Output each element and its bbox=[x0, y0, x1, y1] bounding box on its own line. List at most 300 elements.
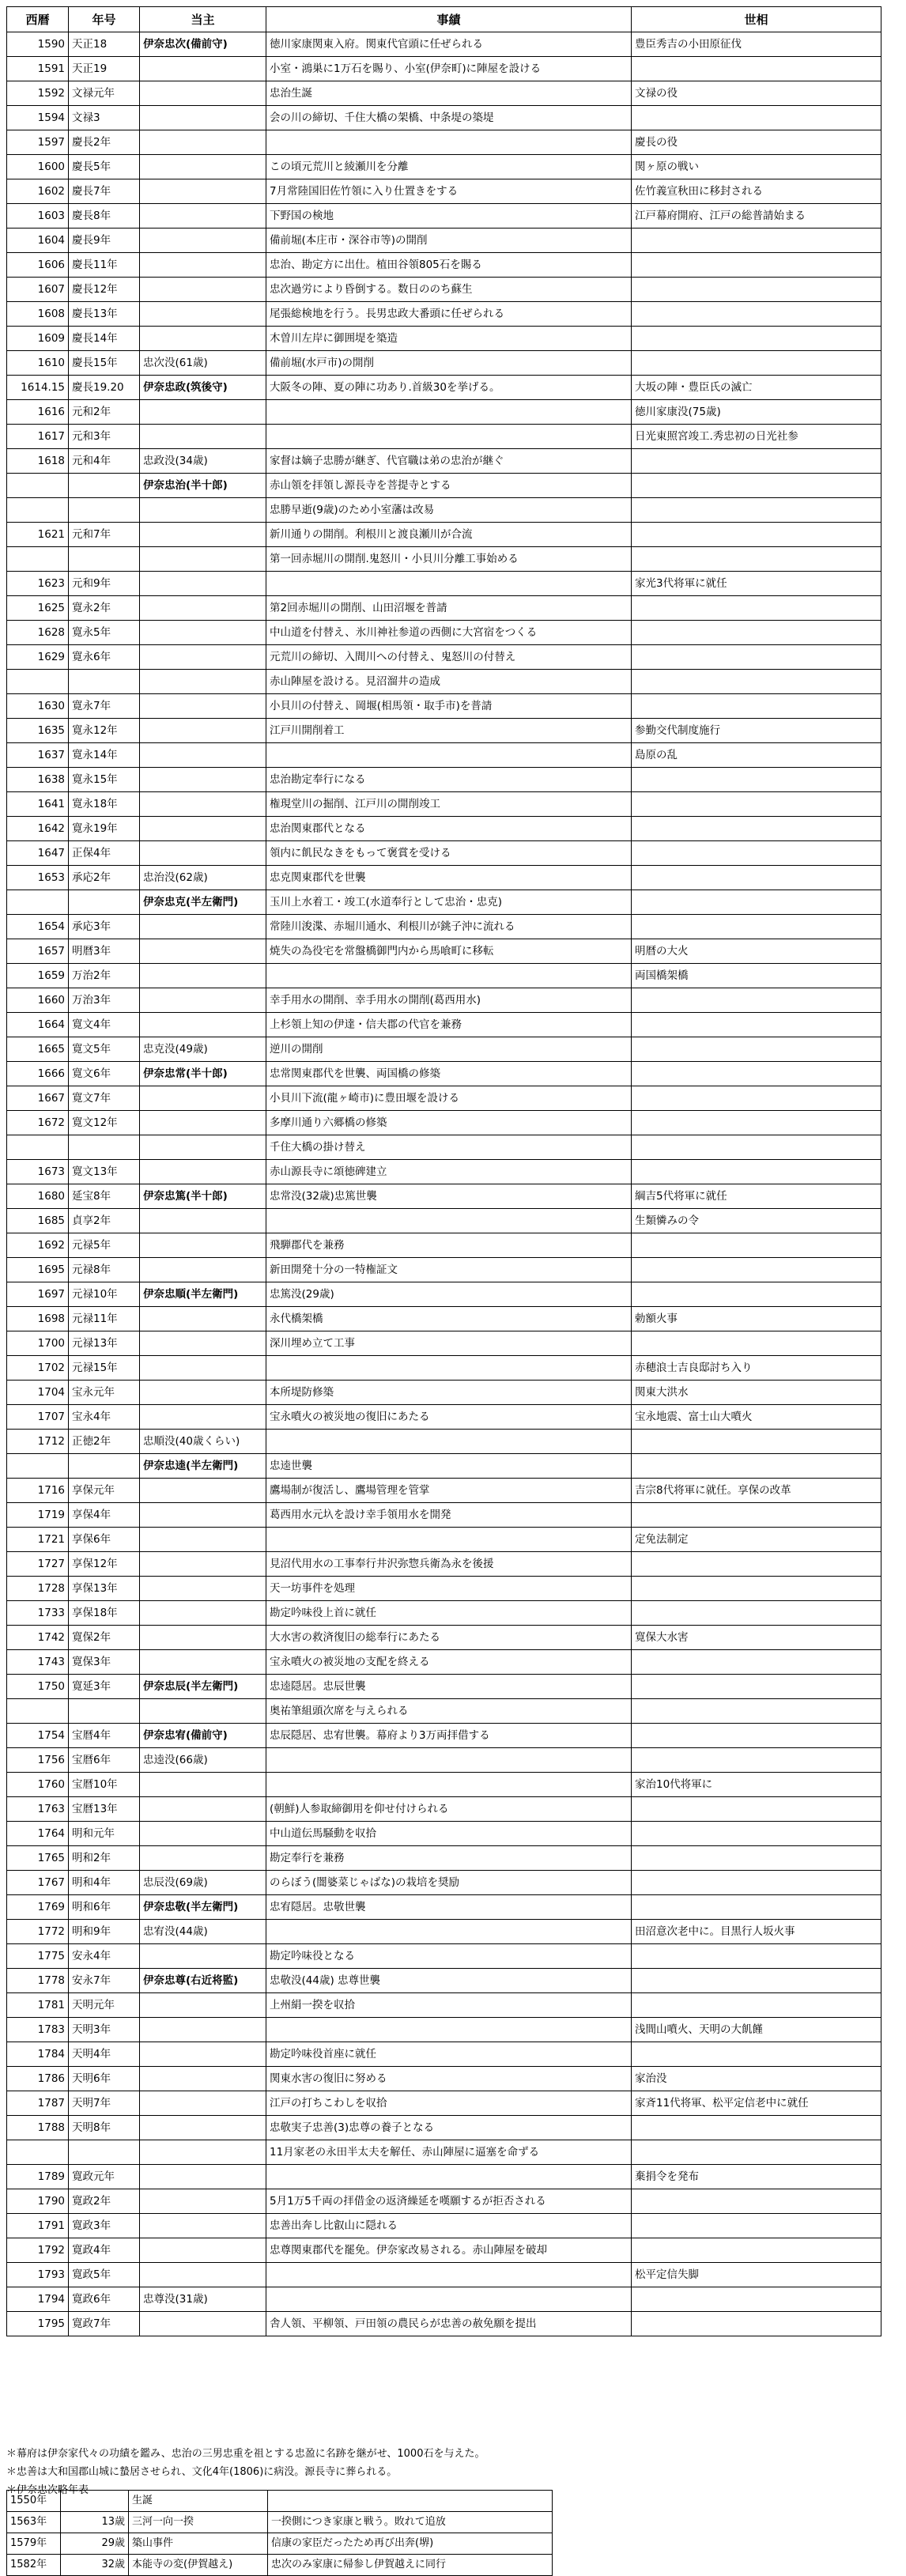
lord-cell bbox=[140, 1160, 266, 1184]
world-cell bbox=[632, 1282, 881, 1307]
era-cell: 元和2年 bbox=[69, 400, 140, 425]
table-row bbox=[7, 229, 881, 253]
year-cell: 1712 bbox=[7, 1430, 69, 1454]
lord-cell bbox=[140, 572, 266, 596]
world-cell bbox=[632, 498, 881, 523]
table-row bbox=[7, 1111, 881, 1135]
year-cell: 1602 bbox=[7, 179, 69, 204]
year-cell: 1604 bbox=[7, 229, 69, 253]
era-cell: 正保4年 bbox=[69, 841, 140, 866]
deed-cell: 下野国の検地 bbox=[266, 204, 632, 229]
world-cell: 綱吉5代将軍に就任 bbox=[632, 1184, 881, 1209]
world-cell: 島原の乱 bbox=[632, 743, 881, 768]
deed-cell bbox=[266, 1773, 632, 1797]
world-cell: 豊臣秀吉の小田原征伐 bbox=[632, 32, 881, 57]
header-year: 西暦 bbox=[7, 7, 69, 32]
year-cell: 1707 bbox=[7, 1405, 69, 1430]
lord-cell bbox=[140, 1577, 266, 1601]
deed-cell bbox=[266, 1430, 632, 1454]
year-cell: 1719 bbox=[7, 1503, 69, 1528]
deed-cell: 新川通りの開削。利根川と渡良瀬川が合流 bbox=[266, 523, 632, 547]
lord-cell: 忠次没(61歳) bbox=[140, 351, 266, 376]
table-row bbox=[7, 547, 881, 572]
table-row bbox=[7, 817, 881, 841]
era-cell: 元和9年 bbox=[69, 572, 140, 596]
lord-cell bbox=[140, 1626, 266, 1650]
lord-cell bbox=[140, 1699, 266, 1724]
table-row bbox=[7, 1037, 881, 1062]
world-cell bbox=[632, 1454, 881, 1479]
world-cell bbox=[632, 1699, 881, 1724]
world-cell bbox=[632, 278, 881, 302]
lord-cell bbox=[140, 719, 266, 743]
world-cell: 明暦の大火 bbox=[632, 939, 881, 964]
era-cell: 寛永19年 bbox=[69, 817, 140, 841]
world-cell bbox=[632, 841, 881, 866]
world-cell bbox=[632, 229, 881, 253]
table-row bbox=[7, 1258, 881, 1282]
year-cell: 1692 bbox=[7, 1233, 69, 1258]
table-row bbox=[7, 425, 881, 449]
world-cell: 日光東照宮竣工.秀忠初の日光社参 bbox=[632, 425, 881, 449]
deed-cell: 忠次過労により昏倒する。数日ののち蘇生 bbox=[266, 278, 632, 302]
world-cell bbox=[632, 866, 881, 890]
year-cell: 1629 bbox=[7, 645, 69, 670]
world-cell bbox=[632, 1895, 881, 1920]
lord-cell bbox=[140, 130, 266, 155]
table-row bbox=[7, 1430, 881, 1454]
year-cell: 1617 bbox=[7, 425, 69, 449]
world-cell: 家光3代将軍に就任 bbox=[632, 572, 881, 596]
lord-cell: 忠宥没(44歳) bbox=[140, 1920, 266, 1944]
year-cell: 1623 bbox=[7, 572, 69, 596]
year-cell bbox=[7, 547, 69, 572]
era-cell: 天明6年 bbox=[69, 2067, 140, 2091]
era-cell: 元和4年 bbox=[69, 449, 140, 474]
table-row bbox=[7, 572, 881, 596]
era-cell: 寛政2年 bbox=[69, 2189, 140, 2214]
table-row bbox=[7, 2312, 881, 2336]
table-row bbox=[7, 1675, 881, 1699]
era-cell: 天明3年 bbox=[69, 2018, 140, 2042]
year-cell: 1700 bbox=[7, 1331, 69, 1356]
year-cell: 1608 bbox=[7, 302, 69, 327]
lord-cell bbox=[140, 1233, 266, 1258]
deed-cell: 江戸川開削着工 bbox=[266, 719, 632, 743]
era-cell: 元和7年 bbox=[69, 523, 140, 547]
lord-cell bbox=[140, 2091, 266, 2116]
deed-cell: 勘定吟味役となる bbox=[266, 1944, 632, 1969]
lord-cell bbox=[140, 1650, 266, 1675]
lord-cell bbox=[140, 81, 266, 106]
lord-cell bbox=[140, 2263, 266, 2287]
deed-cell bbox=[266, 1748, 632, 1773]
lord-cell bbox=[140, 596, 266, 621]
lord-cell bbox=[140, 1013, 266, 1037]
era-cell: 慶長11年 bbox=[69, 253, 140, 278]
era-cell: 寛政3年 bbox=[69, 2214, 140, 2238]
lord-cell bbox=[140, 547, 266, 572]
lord-cell bbox=[140, 2189, 266, 2214]
era-cell: 明和元年 bbox=[69, 1822, 140, 1846]
lord-cell bbox=[140, 2312, 266, 2336]
era-cell: 慶長15年 bbox=[69, 351, 140, 376]
table-row bbox=[7, 1233, 881, 1258]
deed-cell: 忠篤没(29歳) bbox=[266, 1282, 632, 1307]
table-row bbox=[7, 2263, 881, 2287]
table-row bbox=[7, 1993, 881, 2018]
chronology-row bbox=[7, 2512, 553, 2533]
lord-cell: 伊奈忠克(半左衛門) bbox=[140, 890, 266, 915]
era-cell: 寛政4年 bbox=[69, 2238, 140, 2263]
lord-cell bbox=[140, 1822, 266, 1846]
table-row bbox=[7, 743, 881, 768]
world-cell bbox=[632, 2287, 881, 2312]
table-row bbox=[7, 768, 881, 792]
deed-cell: 上杉領上知の伊達・信夫郡の代官を兼務 bbox=[266, 1013, 632, 1037]
year-cell: 1793 bbox=[7, 2263, 69, 2287]
table-row bbox=[7, 2091, 881, 2116]
world-cell bbox=[632, 2116, 881, 2140]
world-cell: 宝永地震、富士山大噴火 bbox=[632, 1405, 881, 1430]
note-line: ＊忠善は大和国郡山城に蟄居させられ、文化4年(1806)に病没。源長寺に葬られる。 bbox=[6, 2466, 398, 2478]
year-cell: 1716 bbox=[7, 1479, 69, 1503]
deed-cell: 上州絹一揆を収拾 bbox=[266, 1993, 632, 2018]
table-row bbox=[7, 1479, 881, 1503]
chronology-body bbox=[7, 2491, 553, 2576]
lord-cell bbox=[140, 229, 266, 253]
world-cell bbox=[632, 621, 881, 645]
chrono-detail-cell: 信康の家臣だったため再び出奔(堺) bbox=[268, 2533, 553, 2555]
table-row bbox=[7, 1307, 881, 1331]
era-cell: 享保18年 bbox=[69, 1601, 140, 1626]
world-cell bbox=[632, 915, 881, 939]
year-cell: 1628 bbox=[7, 621, 69, 645]
era-cell: 慶長7年 bbox=[69, 179, 140, 204]
era-cell: 慶長2年 bbox=[69, 130, 140, 155]
era-cell: 寛文13年 bbox=[69, 1160, 140, 1184]
lord-cell bbox=[140, 2116, 266, 2140]
table-row bbox=[7, 1405, 881, 1430]
deed-cell bbox=[266, 743, 632, 768]
world-cell: 家斉11代将軍、松平定信老中に就任 bbox=[632, 2091, 881, 2116]
era-cell: 明暦3年 bbox=[69, 939, 140, 964]
table-row bbox=[7, 57, 881, 81]
era-cell: 天明元年 bbox=[69, 1993, 140, 2018]
era-cell: 元禄15年 bbox=[69, 1356, 140, 1381]
era-cell: 元禄10年 bbox=[69, 1282, 140, 1307]
table-row bbox=[7, 1160, 881, 1184]
lord-cell bbox=[140, 253, 266, 278]
deed-cell: 忠辰隠居、忠宥世襲。幕府より3万両拝借する bbox=[266, 1724, 632, 1748]
table-row bbox=[7, 621, 881, 645]
lord-cell: 忠治没(62歳) bbox=[140, 866, 266, 890]
deed-cell: この頃元荒川と綾瀬川を分離 bbox=[266, 155, 632, 179]
world-cell bbox=[632, 694, 881, 719]
era-cell: 明和2年 bbox=[69, 1846, 140, 1871]
table-row bbox=[7, 1062, 881, 1086]
era-cell: 承応2年 bbox=[69, 866, 140, 890]
table-row bbox=[7, 106, 881, 130]
year-cell bbox=[7, 890, 69, 915]
table-row bbox=[7, 1773, 881, 1797]
year-cell: 1680 bbox=[7, 1184, 69, 1209]
table-row bbox=[7, 670, 881, 694]
year-cell: 1763 bbox=[7, 1797, 69, 1822]
year-cell: 1778 bbox=[7, 1969, 69, 1993]
era-cell: 元和3年 bbox=[69, 425, 140, 449]
chrono-age-cell: 13歳 bbox=[61, 2512, 129, 2533]
year-cell: 1754 bbox=[7, 1724, 69, 1748]
year-cell: 1786 bbox=[7, 2067, 69, 2091]
world-cell: 佐竹義宣秋田に移封される bbox=[632, 179, 881, 204]
year-cell: 1654 bbox=[7, 915, 69, 939]
world-cell bbox=[632, 474, 881, 498]
world-cell: 田沼意次老中に。目黒行人坂火事 bbox=[632, 1920, 881, 1944]
era-cell: 安永4年 bbox=[69, 1944, 140, 1969]
world-cell bbox=[632, 1944, 881, 1969]
deed-cell: 11月家老の永田半太夫を解任、赤山陣屋に逼塞を命ずる bbox=[266, 2140, 632, 2165]
deed-cell: 鷹場制が復活し、鷹場管理を管掌 bbox=[266, 1479, 632, 1503]
deed-cell: 忠治関東郡代となる bbox=[266, 817, 632, 841]
table-row bbox=[7, 915, 881, 939]
world-cell bbox=[632, 1013, 881, 1037]
world-cell: 寛保大水害 bbox=[632, 1626, 881, 1650]
chrono-event-cell: 築山事件 bbox=[129, 2533, 268, 2555]
era-cell: 寛文7年 bbox=[69, 1086, 140, 1111]
lord-cell bbox=[140, 670, 266, 694]
world-cell: 吉宗8代将軍に就任。享保の改革 bbox=[632, 1479, 881, 1503]
lord-cell bbox=[140, 2214, 266, 2238]
deed-cell: 忠常関東郡代を世襲、両国橋の修築 bbox=[266, 1062, 632, 1086]
deed-cell: 江戸の打ちこわしを収拾 bbox=[266, 2091, 632, 2116]
year-cell: 1642 bbox=[7, 817, 69, 841]
lord-cell bbox=[140, 2238, 266, 2263]
year-cell: 1764 bbox=[7, 1822, 69, 1846]
deed-cell bbox=[266, 1356, 632, 1381]
world-cell bbox=[632, 523, 881, 547]
year-cell: 1704 bbox=[7, 1381, 69, 1405]
deed-cell: 小貝川の付替え、岡堰(相馬領・取手市)を普請 bbox=[266, 694, 632, 719]
year-cell: 1600 bbox=[7, 155, 69, 179]
deed-cell bbox=[266, 130, 632, 155]
world-cell bbox=[632, 1037, 881, 1062]
year-cell: 1665 bbox=[7, 1037, 69, 1062]
header-era: 年号 bbox=[69, 7, 140, 32]
world-cell: 両国橋架橋 bbox=[632, 964, 881, 988]
deed-cell: 中山道を付替え、氷川神社参道の西側に大宮宿をつくる bbox=[266, 621, 632, 645]
table-row bbox=[7, 498, 881, 523]
year-cell: 1727 bbox=[7, 1552, 69, 1577]
world-cell: 浅間山噴火、天明の大飢饉 bbox=[632, 2018, 881, 2042]
year-cell: 1765 bbox=[7, 1846, 69, 1871]
table-row bbox=[7, 253, 881, 278]
world-cell: 棄捐令を発布 bbox=[632, 2165, 881, 2189]
year-cell: 1621 bbox=[7, 523, 69, 547]
lord-cell bbox=[140, 645, 266, 670]
year-cell: 1641 bbox=[7, 792, 69, 817]
chrono-event-cell: 三河一向一揆 bbox=[129, 2512, 268, 2533]
lord-cell bbox=[140, 400, 266, 425]
era-cell: 貞享2年 bbox=[69, 1209, 140, 1233]
deed-cell: のらぼう(闇婆菜じゃばな)の栽培を奨励 bbox=[266, 1871, 632, 1895]
table-row bbox=[7, 449, 881, 474]
deed-cell bbox=[266, 425, 632, 449]
table-row bbox=[7, 2140, 881, 2165]
world-cell: 関東大洪水 bbox=[632, 1381, 881, 1405]
year-cell: 1702 bbox=[7, 1356, 69, 1381]
era-cell: 万治3年 bbox=[69, 988, 140, 1013]
year-cell bbox=[7, 474, 69, 498]
era-cell: 寛永12年 bbox=[69, 719, 140, 743]
world-cell: 松平定信失脚 bbox=[632, 2263, 881, 2287]
year-cell: 1592 bbox=[7, 81, 69, 106]
chrono-detail-cell bbox=[268, 2491, 553, 2512]
header-deed: 事績 bbox=[266, 7, 632, 32]
world-cell bbox=[632, 547, 881, 572]
table-row bbox=[7, 1969, 881, 1993]
deed-cell: 尾張総検地を行う。長男忠政大番頭に任ぜられる bbox=[266, 302, 632, 327]
deed-cell: 忠治生誕 bbox=[266, 81, 632, 106]
chrono-year-cell: 1582年 bbox=[7, 2555, 61, 2576]
deed-cell: 徳川家康関東入府。関東代官頭に任ぜられる bbox=[266, 32, 632, 57]
deed-cell: 千住大橋の掛け替え bbox=[266, 1135, 632, 1160]
chronology-row bbox=[7, 2491, 553, 2512]
era-cell: 寛永5年 bbox=[69, 621, 140, 645]
world-cell bbox=[632, 1969, 881, 1993]
world-cell: 江戸幕府開府、江戸の総普請始まる bbox=[632, 204, 881, 229]
table-row bbox=[7, 1650, 881, 1675]
year-cell: 1772 bbox=[7, 1920, 69, 1944]
era-cell: 寛永2年 bbox=[69, 596, 140, 621]
table-row bbox=[7, 130, 881, 155]
lord-cell bbox=[140, 1135, 266, 1160]
year-cell: 1698 bbox=[7, 1307, 69, 1331]
era-cell: 寛保3年 bbox=[69, 1650, 140, 1675]
year-cell: 1616 bbox=[7, 400, 69, 425]
year-cell: 1635 bbox=[7, 719, 69, 743]
chrono-age-cell: 29歳 bbox=[61, 2533, 129, 2555]
era-cell: 寛永18年 bbox=[69, 792, 140, 817]
lord-cell bbox=[140, 1381, 266, 1405]
world-cell bbox=[632, 449, 881, 474]
world-cell bbox=[632, 1871, 881, 1895]
era-cell: 寛永14年 bbox=[69, 743, 140, 768]
year-cell: 1591 bbox=[7, 57, 69, 81]
deed-cell: 忠常没(32歳)忠篤世襲 bbox=[266, 1184, 632, 1209]
lord-cell bbox=[140, 1552, 266, 1577]
table-row bbox=[7, 1503, 881, 1528]
world-cell bbox=[632, 1331, 881, 1356]
world-cell bbox=[632, 1846, 881, 1871]
year-cell bbox=[7, 670, 69, 694]
deed-cell: 関東水害の復旧に努める bbox=[266, 2067, 632, 2091]
deed-cell: 多摩川通り六郷橋の修築 bbox=[266, 1111, 632, 1135]
table-row bbox=[7, 278, 881, 302]
deed-cell: 玉川上水着工・竣工(水道奉行として忠治・忠克) bbox=[266, 890, 632, 915]
world-cell: 大坂の陣・豊臣氏の滅亡 bbox=[632, 376, 881, 400]
table-row bbox=[7, 1944, 881, 1969]
year-cell: 1590 bbox=[7, 32, 69, 57]
deed-cell: 逆川の開削 bbox=[266, 1037, 632, 1062]
era-cell: 安永7年 bbox=[69, 1969, 140, 1993]
table-row bbox=[7, 1822, 881, 1846]
table-row bbox=[7, 792, 881, 817]
lord-cell bbox=[140, 1356, 266, 1381]
table-row bbox=[7, 2238, 881, 2263]
world-cell bbox=[632, 792, 881, 817]
lord-cell: 伊奈忠治(半十郎) bbox=[140, 474, 266, 498]
deed-cell: 見沼代用水の工事奉行井沢弥惣兵衛為永を後援 bbox=[266, 1552, 632, 1577]
era-cell: 慶長9年 bbox=[69, 229, 140, 253]
table-row bbox=[7, 179, 881, 204]
table-row bbox=[7, 351, 881, 376]
lord-cell bbox=[140, 841, 266, 866]
era-cell bbox=[69, 1135, 140, 1160]
world-cell bbox=[632, 1233, 881, 1258]
year-cell: 1630 bbox=[7, 694, 69, 719]
lineage-table bbox=[6, 6, 881, 2336]
chronology-row bbox=[7, 2533, 553, 2555]
table-row bbox=[7, 841, 881, 866]
world-cell bbox=[632, 670, 881, 694]
year-cell bbox=[7, 2140, 69, 2165]
deed-cell bbox=[266, 2165, 632, 2189]
year-cell: 1685 bbox=[7, 1209, 69, 1233]
era-cell: 明和4年 bbox=[69, 1871, 140, 1895]
lord-cell bbox=[140, 106, 266, 130]
table-row bbox=[7, 2189, 881, 2214]
lord-cell: 忠順没(40歳くらい) bbox=[140, 1430, 266, 1454]
table-body bbox=[7, 32, 881, 2336]
world-cell bbox=[632, 327, 881, 351]
lord-cell bbox=[140, 1405, 266, 1430]
year-cell: 1756 bbox=[7, 1748, 69, 1773]
era-cell: 慶長12年 bbox=[69, 278, 140, 302]
deed-cell: 忠逵世襲 bbox=[266, 1454, 632, 1479]
era-cell: 正徳2年 bbox=[69, 1430, 140, 1454]
year-cell: 1625 bbox=[7, 596, 69, 621]
deed-cell: 宝永噴火の被災地の復旧にあたる bbox=[266, 1405, 632, 1430]
world-cell bbox=[632, 2238, 881, 2263]
table-row bbox=[7, 1552, 881, 1577]
table-row bbox=[7, 1699, 881, 1724]
lord-cell bbox=[140, 621, 266, 645]
lord-cell bbox=[140, 1209, 266, 1233]
year-cell: 1664 bbox=[7, 1013, 69, 1037]
era-cell: 寛保2年 bbox=[69, 1626, 140, 1650]
era-cell: 寛永7年 bbox=[69, 694, 140, 719]
deed-cell: 領内に飢民なきをもって褒賞を受ける bbox=[266, 841, 632, 866]
table-row bbox=[7, 1331, 881, 1356]
chrono-detail-cell: 忠次のみ家康に帰参し伊賀越えに同行 bbox=[268, 2555, 553, 2576]
lord-cell bbox=[140, 1479, 266, 1503]
year-cell: 1660 bbox=[7, 988, 69, 1013]
world-cell bbox=[632, 1160, 881, 1184]
table-row bbox=[7, 939, 881, 964]
deed-cell: 元荒川の締切、入間川への付替え、鬼怒川の付替え bbox=[266, 645, 632, 670]
era-cell: 寛文4年 bbox=[69, 1013, 140, 1037]
lord-cell bbox=[140, 2140, 266, 2165]
era-cell: 元禄8年 bbox=[69, 1258, 140, 1282]
deed-cell bbox=[266, 572, 632, 596]
world-cell: 文禄の役 bbox=[632, 81, 881, 106]
table-row bbox=[7, 204, 881, 229]
era-cell: 寛永6年 bbox=[69, 645, 140, 670]
deed-cell: 永代橋架橋 bbox=[266, 1307, 632, 1331]
world-cell bbox=[632, 1822, 881, 1846]
world-cell bbox=[632, 1577, 881, 1601]
